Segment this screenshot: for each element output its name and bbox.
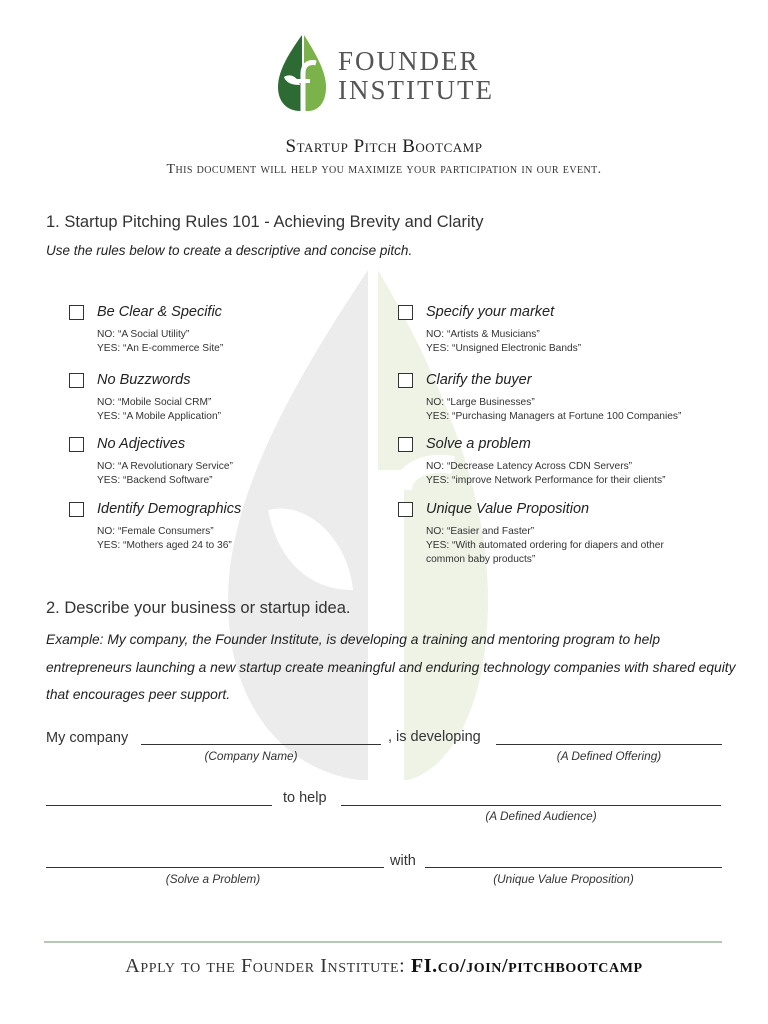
checkbox[interactable] — [69, 502, 84, 517]
rule-item — [398, 499, 728, 567]
rule-title: No Adjectives — [97, 436, 186, 452]
rule-item — [69, 434, 399, 488]
rule-no-example: NO: “Mobile Social CRM” — [97, 397, 212, 408]
rule-no-example: NO: “A Social Utility” — [97, 329, 190, 340]
founder-institute-logo — [276, 33, 496, 113]
example-paragraph: Example: My company, the Founder Institute, is developing a training and mentoring program to help entrepreneurs launching a new startup create meaningful and enduring technology companies with shared equity that encourages peer support. — [46, 632, 736, 702]
rule-yes-example: YES: “A Mobile Application” — [97, 411, 222, 422]
rule-item — [398, 370, 728, 424]
problem-field[interactable] — [46, 867, 384, 868]
rule-yes-example: YES: “Mothers aged 24 to 36” — [97, 540, 232, 551]
rule-title: Be Clear & Specific — [97, 304, 222, 320]
rule-yes-example: YES: “Purchasing Managers at Fortune 100 Companies” — [426, 411, 682, 422]
rule-title: No Buzzwords — [97, 372, 191, 388]
label-my-company: My company — [46, 730, 129, 746]
section-1-heading: 1. Startup Pitching Rules 101 - Achieving Brevity and Clarity — [46, 213, 484, 231]
offering-field[interactable] — [496, 744, 722, 745]
checkbox[interactable] — [69, 373, 84, 388]
checkbox[interactable] — [398, 305, 413, 320]
footer-prefix: Apply to the Founder Institute: — [125, 955, 411, 977]
rule-yes-example: YES: “improve Network Performance for their clients” — [426, 475, 666, 486]
label-with: with — [390, 853, 416, 869]
rule-no-example: NO: “Artists & Musicians” — [426, 329, 540, 340]
rule-no-example: NO: “Female Consumers” — [97, 526, 214, 537]
checkbox[interactable] — [398, 437, 413, 452]
company-name-field-2[interactable] — [46, 805, 272, 806]
logo-wordmark — [338, 47, 494, 105]
rule-title: Solve a problem — [426, 436, 531, 452]
rule-yes-example: YES: “An E-commerce Site” — [97, 343, 224, 354]
rule-item — [69, 302, 399, 356]
section-1-intro: Use the rules below to create a descriptive and concise pitch. — [46, 243, 413, 258]
rule-no-example: NO: “Large Businesses” — [426, 397, 535, 408]
rule-item — [69, 499, 399, 553]
hint-company-name: (Company Name) — [204, 749, 298, 763]
leaf-logo-icon — [276, 33, 328, 113]
rule-title: Clarify the buyer — [426, 372, 532, 388]
hint-uvp: (Unique Value Proposition) — [493, 872, 634, 886]
rule-item — [398, 302, 728, 356]
rule-yes-example-cont: common baby products” — [426, 554, 536, 565]
rule-title: Identify Demographics — [97, 501, 242, 517]
label-to-help: to help — [283, 790, 327, 806]
rule-yes-example: YES: “Unsigned Electronic Bands” — [426, 343, 582, 354]
rule-yes-example: YES: “With automated ordering for diapers and other — [426, 540, 664, 551]
checkbox[interactable] — [398, 373, 413, 388]
logo-line-2: INSTITUTE — [338, 75, 494, 105]
hint-audience: (A Defined Audience) — [485, 809, 597, 823]
rule-item — [69, 370, 399, 424]
document-subtitle: This document will help you maximize your participation in our event. — [166, 162, 602, 177]
footer-divider — [44, 941, 722, 943]
rule-no-example: NO: “A Revolutionary Service” — [97, 461, 233, 472]
logo-line-1: FOUNDER — [338, 46, 480, 76]
section-2-heading: 2. Describe your business or startup idea. — [46, 599, 351, 617]
hint-offering: (A Defined Offering) — [556, 749, 662, 763]
uvp-field[interactable] — [425, 867, 722, 868]
rule-no-example: NO: “Easier and Faster” — [426, 526, 535, 537]
hint-problem: (Solve a Problem) — [165, 872, 261, 886]
checkbox[interactable] — [398, 502, 413, 517]
checkbox[interactable] — [69, 305, 84, 320]
label-is-developing: , is developing — [388, 729, 481, 745]
rule-title: Specify your market — [426, 304, 555, 320]
rule-title: Unique Value Proposition — [426, 501, 590, 517]
rule-no-example: NO: “Decrease Latency Across CDN Servers” — [426, 461, 633, 472]
apply-link[interactable]: FI.co/join/pitchbootcamp — [410, 955, 643, 977]
company-name-field[interactable] — [141, 744, 381, 745]
rule-yes-example: YES: “Backend Software” — [97, 475, 213, 486]
rule-item — [398, 434, 728, 488]
footer-apply — [0, 955, 768, 978]
checkbox[interactable] — [69, 437, 84, 452]
audience-field[interactable] — [341, 805, 721, 806]
document-title: Startup Pitch Bootcamp — [285, 136, 483, 157]
